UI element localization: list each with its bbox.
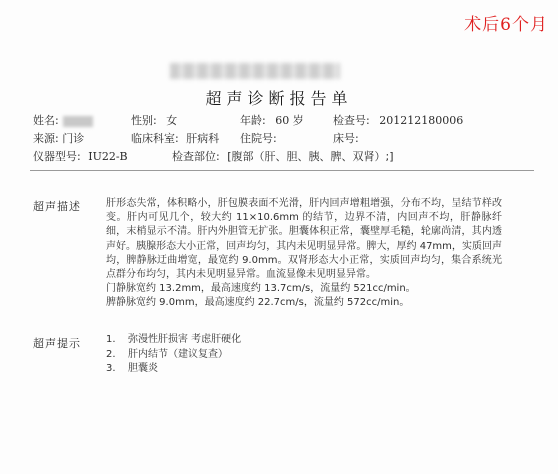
age-value: 60 岁 <box>275 114 304 127</box>
description-paragraph: 门静脉宽约 13.2mm，最高速度约 13.7cm/s，流量约 521cc/min。 <box>106 283 416 295</box>
impression-item-number: 1. <box>106 334 116 345</box>
description-text <box>106 197 502 311</box>
impression-item-number: 3. <box>106 363 116 374</box>
exam-part-value: [腹部（肝、胆、胰、脾、双肾）;] <box>227 150 394 163</box>
dept-value: 肝病科 <box>186 132 220 145</box>
impression-item-number: 2. <box>106 348 116 360</box>
age-field <box>240 112 304 128</box>
inpatient-field <box>240 130 277 146</box>
source-value: 门诊 <box>62 132 85 145</box>
impression-item-text: 弥漫性肝损害 考虑肝硬化 <box>128 334 242 345</box>
impression-list <box>106 333 241 377</box>
impression-item <box>106 348 241 363</box>
device-field <box>33 148 128 164</box>
name-field <box>33 112 93 128</box>
device-value: IU22-B <box>88 150 128 163</box>
age-label: 年龄: <box>240 114 266 127</box>
bed-label: 床号: <box>333 132 359 145</box>
impression-item <box>106 333 241 348</box>
description-paragraph: 肝形态失常，体积略小，肝包膜表面不光滑，肝内回声增粗增强，分布不均，呈结节样改变。肝内可见几个，较大约 11×10.6mm 的结节，边界不清，内回声不均，肝静脉纤细，末梢显示不清。肝内外胆管无扩张。胆囊体积正常，囊壁厚毛糙，轮廓尚清，其内透声好。胰腺形态大小正常，回声均匀，其内未见明显异常。脾大，厚约 47mm，实质回声均，脾静脉迂曲增宽，最宽约 9.0mm。双肾形态大小正常，实质回声均匀，集合系统光点群分布均匀，其内未见明显异常。血流显像未见明显异常。 <box>106 198 502 281</box>
header-divider <box>30 170 534 171</box>
dept-label: 临床科室: <box>131 132 179 145</box>
source-field <box>33 130 84 146</box>
exam-part-field <box>172 148 394 164</box>
sex-value: 女 <box>166 114 178 127</box>
report-title: 超声诊断报告单 <box>205 89 353 108</box>
name-redacted <box>63 116 93 127</box>
impression-item-text: 胆囊炎 <box>128 363 158 374</box>
exam-no-field <box>333 112 463 128</box>
sex-label: 性别: <box>131 114 157 127</box>
sex-field <box>131 112 177 128</box>
impression-item <box>106 362 241 377</box>
exam-no-value: 201212180006 <box>379 114 464 127</box>
impression-item-text: 肝内结节（建议复查） <box>128 348 228 360</box>
bed-field <box>333 130 359 146</box>
impression-label: 超声提示 <box>33 337 81 350</box>
hospital-name-redacted <box>170 63 340 79</box>
name-label: 姓名: <box>33 114 59 127</box>
exam-no-label: 检查号: <box>333 114 370 127</box>
inpatient-label: 住院号: <box>240 132 277 145</box>
handwritten-note: 术后6个月 <box>464 15 548 35</box>
description-label: 超声描述 <box>33 200 81 213</box>
dept-field <box>131 130 219 146</box>
exam-part-label: 检查部位: <box>172 150 220 163</box>
device-label: 仪器型号: <box>33 150 81 163</box>
description-paragraph: 脾静脉宽约 9.0mm，最高速度约 22.7cm/s，流量约 572cc/min。 <box>106 297 410 309</box>
source-label: 来源: <box>33 132 59 145</box>
